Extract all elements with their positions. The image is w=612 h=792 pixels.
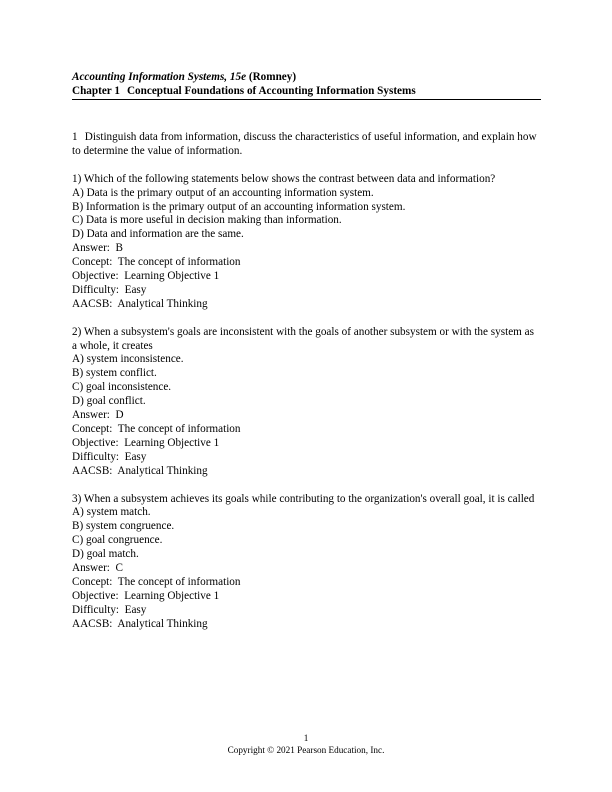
option-d: D) Data and information are the same. (72, 228, 244, 241)
aacsb: AACSB: Analytical Thinking (72, 297, 208, 310)
option-a: A) system inconsistence. (72, 353, 184, 366)
answer: Answer: C (72, 562, 123, 575)
objective: Objective: Learning Objective 1 (72, 589, 220, 602)
answer: Answer: B (72, 242, 123, 255)
question-stem: 2) When a subsystem's goals are inconsistent with the goals of another subsystem or with the system as a whole, it creates (72, 325, 537, 352)
objective-number: 1 (72, 131, 78, 143)
question-1 (72, 173, 540, 312)
objective-text: Distinguish data from information, discuss the characteristics of useful information, and explain how to determine the value of information. (72, 131, 537, 157)
difficulty: Difficulty: Easy (72, 603, 147, 616)
chapter-title-line (72, 85, 541, 99)
question-2 (72, 326, 540, 479)
document-body (72, 131, 540, 645)
chapter-title: Conceptual Foundations of Accounting Information Systems (126, 84, 416, 97)
page-number: 1 (303, 733, 309, 743)
option-a: A) system match. (72, 506, 151, 519)
option-a: A) Data is the primary output of an accounting information system. (72, 186, 374, 199)
learning-objective-intro (72, 131, 540, 159)
option-b: B) system congruence. (72, 520, 175, 533)
question-3 (72, 493, 540, 632)
question-stem: 1) Which of the following statements below shows the contrast between data and information? (72, 172, 496, 185)
book-title: Accounting Information Systems, 15e (72, 71, 247, 83)
objective: Objective: Learning Objective 1 (72, 270, 220, 283)
option-c: C) Data is more useful in decision making than information. (72, 214, 342, 227)
concept: Concept: The concept of information (72, 256, 241, 269)
chapter-label: Chapter 1 (72, 84, 120, 97)
concept: Concept: The concept of information (72, 423, 241, 435)
answer: Answer: D (72, 409, 124, 422)
objective: Objective: Learning Objective 1 (72, 436, 220, 449)
question-stem: 3) When a subsystem achieves its goals while contributing to the organization's overall goal, it is called (72, 492, 535, 505)
copyright-notice: Copyright © 2021 Pearson Education, Inc. (227, 745, 385, 755)
option-c: C) goal inconsistence. (72, 381, 172, 394)
page-header (72, 71, 541, 100)
aacsb: AACSB: Analytical Thinking (72, 464, 208, 477)
option-d: D) goal conflict. (72, 395, 146, 408)
option-d: D) goal match. (72, 548, 139, 561)
option-b: B) Information is the primary output of an accounting information system. (72, 200, 406, 213)
difficulty: Difficulty: Easy (72, 283, 147, 296)
concept: Concept: The concept of information (72, 575, 241, 588)
option-b: B) system conflict. (72, 367, 157, 380)
aacsb: AACSB: Analytical Thinking (72, 617, 208, 630)
option-c: C) goal congruence. (72, 534, 163, 547)
book-author: (Romney) (248, 71, 297, 83)
difficulty: Difficulty: Easy (72, 450, 147, 463)
book-title-line (72, 71, 541, 85)
